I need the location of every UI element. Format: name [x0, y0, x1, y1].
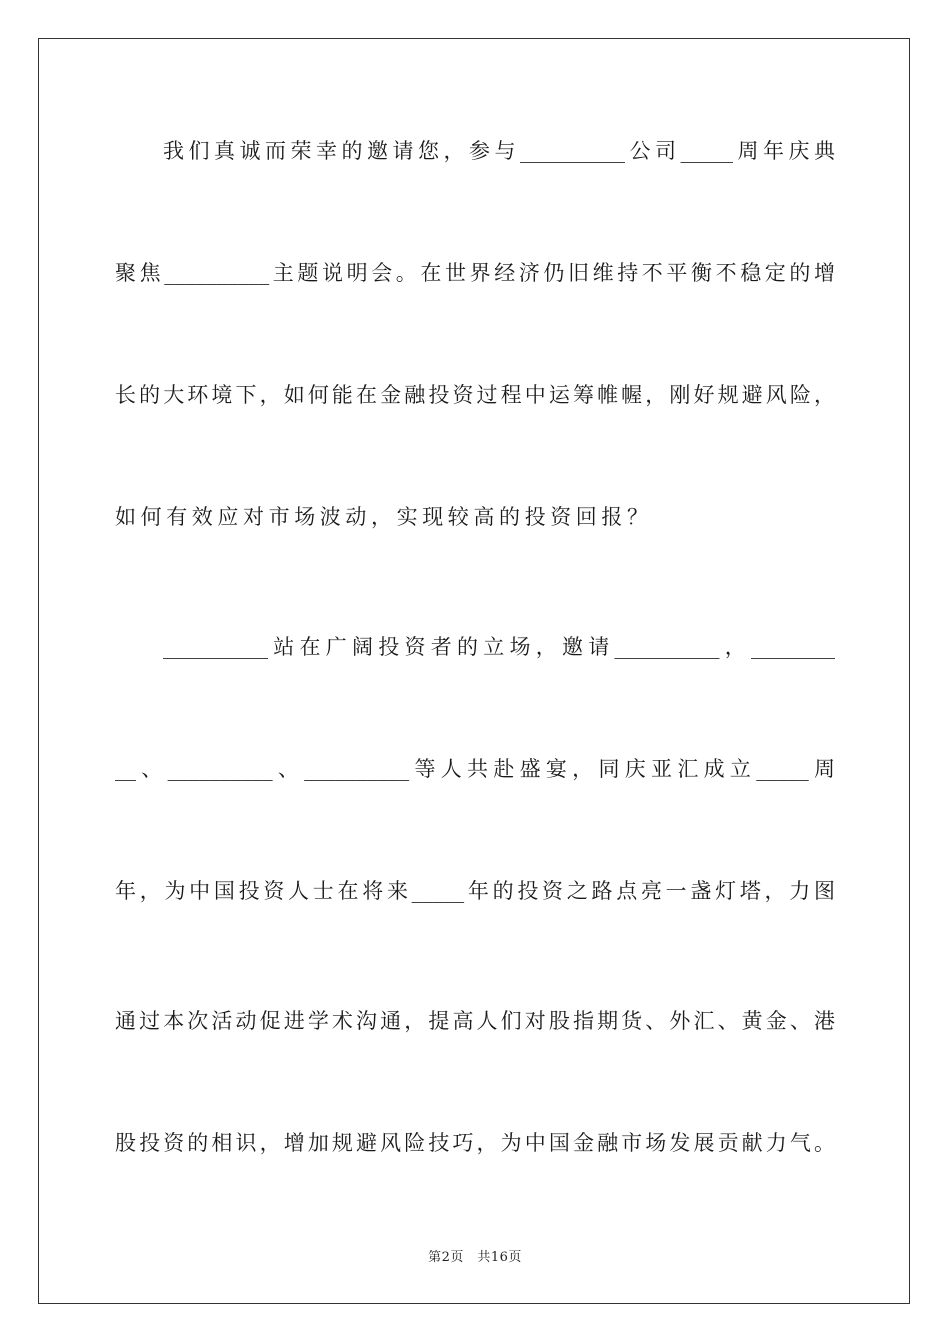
paragraph-1-line-3: 长的大环境下，如何能在金融投资过程中运筹帷幄，刚好规避风险，	[115, 383, 835, 407]
paragraph-2-line-1: __________站在广阔投资者的立场，邀请__________，________	[163, 635, 835, 659]
paragraph-1-line-1: 我们真诚而荣幸的邀请您，参与__________公司_____周年庆典	[163, 139, 835, 163]
paragraph-1-line-4: 如何有效应对市场波动，实现较高的投资回报？	[115, 505, 653, 529]
page-number-footer: 第2页 共16页	[428, 1250, 522, 1265]
paragraph-2-line-4: 通过本次活动促进学术沟通，提高人们对股指期货、外汇、黄金、港	[115, 1009, 835, 1033]
paragraph-2-line-3: 年，为中国投资人士在将来_____年的投资之路点亮一盏灯塔，力图	[115, 879, 835, 903]
paragraph-1-line-2: 聚焦__________主题说明会。在世界经济仍旧维持不平衡不稳定的增	[115, 261, 835, 285]
paragraph-2-line-2: __、__________、__________等人共赴盛宴，同庆亚汇成立_____周	[115, 757, 835, 781]
paragraph-2-line-5: 股投资的相识，增加规避风险技巧，为中国金融市场发展贡献力气。	[115, 1131, 835, 1155]
page-border	[38, 38, 910, 1304]
